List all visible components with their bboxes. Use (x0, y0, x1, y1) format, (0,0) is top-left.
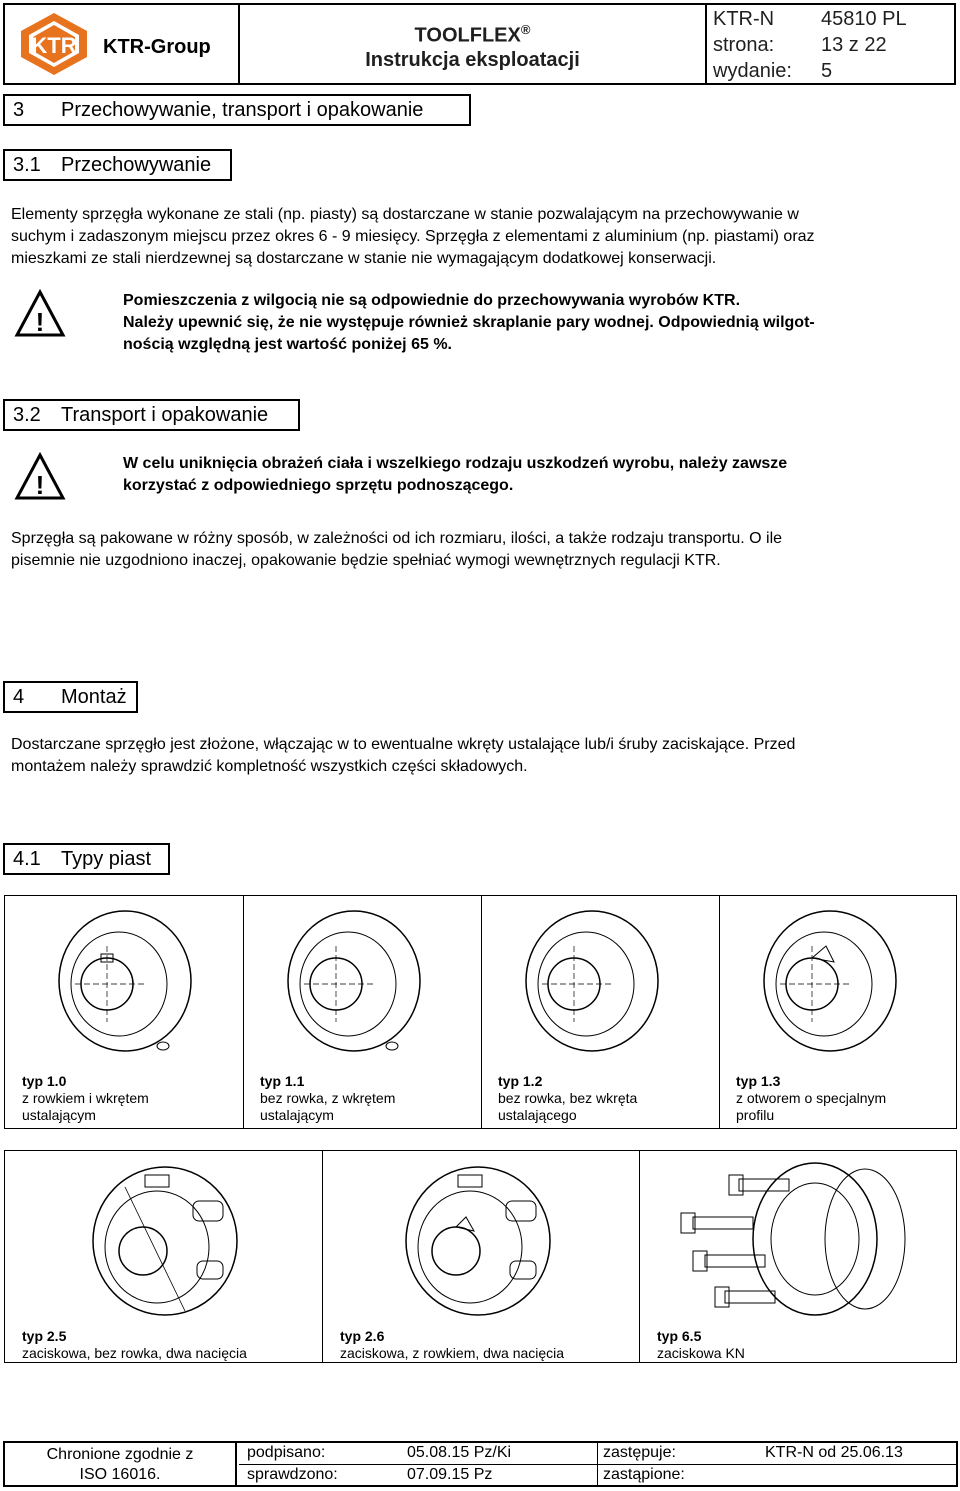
warning-icon (14, 452, 66, 502)
hub-types-row-1 (4, 895, 957, 1129)
hub-type-caption: typ 1.3 z otworem o specjalnym profilu (736, 1073, 887, 1123)
humidity-warning: Pomieszczenia z wilgocią nie są odpowiednie do przechowywania wyrobów KTR. Należy upewnić się, że nie występuje również skraplanie pary wodnej. Odpowiednią wilgot- nością względną jest wartość poniżej 65 %. (123, 292, 815, 353)
hub-special-profile-drawing (760, 906, 900, 1056)
hub-type-1-0 (5, 896, 244, 1128)
section-4-heading: 4 Montaż (3, 681, 138, 713)
hub-type-caption: typ 1.2 bez rowka, bez wkręta ustalającego (498, 1073, 638, 1123)
hub-type-caption: typ 1.0 z rowkiem i wkrętem ustalającym (22, 1073, 149, 1123)
hub-type-1-1 (244, 896, 482, 1128)
header-logo-cell (5, 5, 240, 83)
hub-type-6-5 (640, 1151, 956, 1362)
hub-type-caption: typ 2.6 zaciskowa, z rowkiem, dwa nacięcia (340, 1328, 565, 1361)
footer-row-signed: podpisano: 05.08.15 Pz/Ki zastępuje: KTR-N od 25.06.13 (239, 1443, 956, 1465)
warning-icon (14, 289, 66, 339)
page-footer (3, 1441, 958, 1487)
mounting-paragraph: Dostarczane sprzęgło jest złożone, włączając w to ewentualne wkręty ustalające lub/i śruby zaciskające. Przed montażem należy sprawdzić kompletność wszystkich części składowych. (11, 736, 796, 775)
svg-text:!: ! (35, 307, 45, 337)
storage-paragraph: Elementy sprzęgła wykonane ze stali (np. piasty) są dostarczane w stanie pozwalającym na przechowywanie w suchym i zadaszonym miejscu przez okres 6 - 9 miesięcy. Sprzęgła z elementami z aluminium (np. piastami) oraz mieszkami ze stali nierdzewnej są dostarczane w stanie nie wymagającym dodatkowej konserwacji. (11, 206, 815, 267)
section-3-heading: 3 Przechowywanie, transport i opakowanie (3, 94, 471, 126)
page-row: strona: 13 z 22 (713, 34, 887, 56)
transport-paragraph: Sprzęgła są pakowane w różny sposób, w zależności od ich rozmiaru, ilości, a także rodzaju transportu. O ile pisemnie nie uzgodniono inaczej, opakowanie będzie spełniać wymogi wewnętrznych regulacji KTR. (11, 530, 783, 569)
svg-text:KTR: KTR (31, 33, 77, 58)
protection-note: Chronione zgodnie z ISO 16016. (5, 1443, 237, 1485)
ktr-logo-icon (17, 11, 91, 77)
edition-row: wydanie: 5 (713, 60, 833, 82)
doc-number-row: KTR-N 45810 PL (713, 8, 907, 30)
hub-type-2-6 (323, 1151, 640, 1362)
footer-row-checked: sprawdzono: 07.09.15 Pz zastąpione: (247, 1466, 685, 1483)
page-header (3, 3, 956, 85)
hub-type-1-2 (482, 896, 720, 1128)
hub-type-caption: typ 6.5 zaciskowa KN (657, 1328, 745, 1361)
header-title-cell (240, 5, 707, 83)
section-4-1-heading: 4.1 Typy piast (3, 843, 170, 875)
document-subtitle: Instrukcja eksploatacji (365, 49, 580, 71)
hub-type-caption: typ 2.5 zaciskowa, bez rowka, dwa nacięcia (22, 1328, 247, 1361)
hub-setscrew-drawing (284, 906, 424, 1056)
clamping-hub-drawing (85, 1161, 245, 1321)
product-name: TOOLFLEX® (414, 22, 531, 47)
section-3-1-heading: 3.1 Przechowywanie (3, 149, 232, 181)
header-meta-cell (707, 5, 954, 83)
clamping-hub-kn-drawing (675, 1159, 925, 1323)
hub-types-row-2 (4, 1150, 957, 1363)
hub-type-2-5 (5, 1151, 323, 1362)
footer-divider (597, 1443, 598, 1485)
clamping-hub-keyway-drawing (398, 1161, 558, 1321)
section-3-2-heading: 3.2 Transport i opakowanie (3, 399, 300, 431)
lifting-warning: W celu uniknięcia obrażeń ciała i wszelkiego rodzaju uszkodzeń wyrobu, należy zawsze korzystać z odpowiedniego sprzętu podnoszącego. (123, 455, 788, 494)
hub-type-caption: typ 1.1 bez rowka, z wkrętem ustalającym (260, 1073, 396, 1123)
hub-type-1-3 (720, 896, 956, 1128)
company-name: KTR-Group (103, 36, 211, 58)
svg-text:!: ! (35, 470, 45, 500)
hub-keyway-setscrew-drawing (55, 906, 195, 1056)
hub-plain-drawing (522, 906, 662, 1056)
